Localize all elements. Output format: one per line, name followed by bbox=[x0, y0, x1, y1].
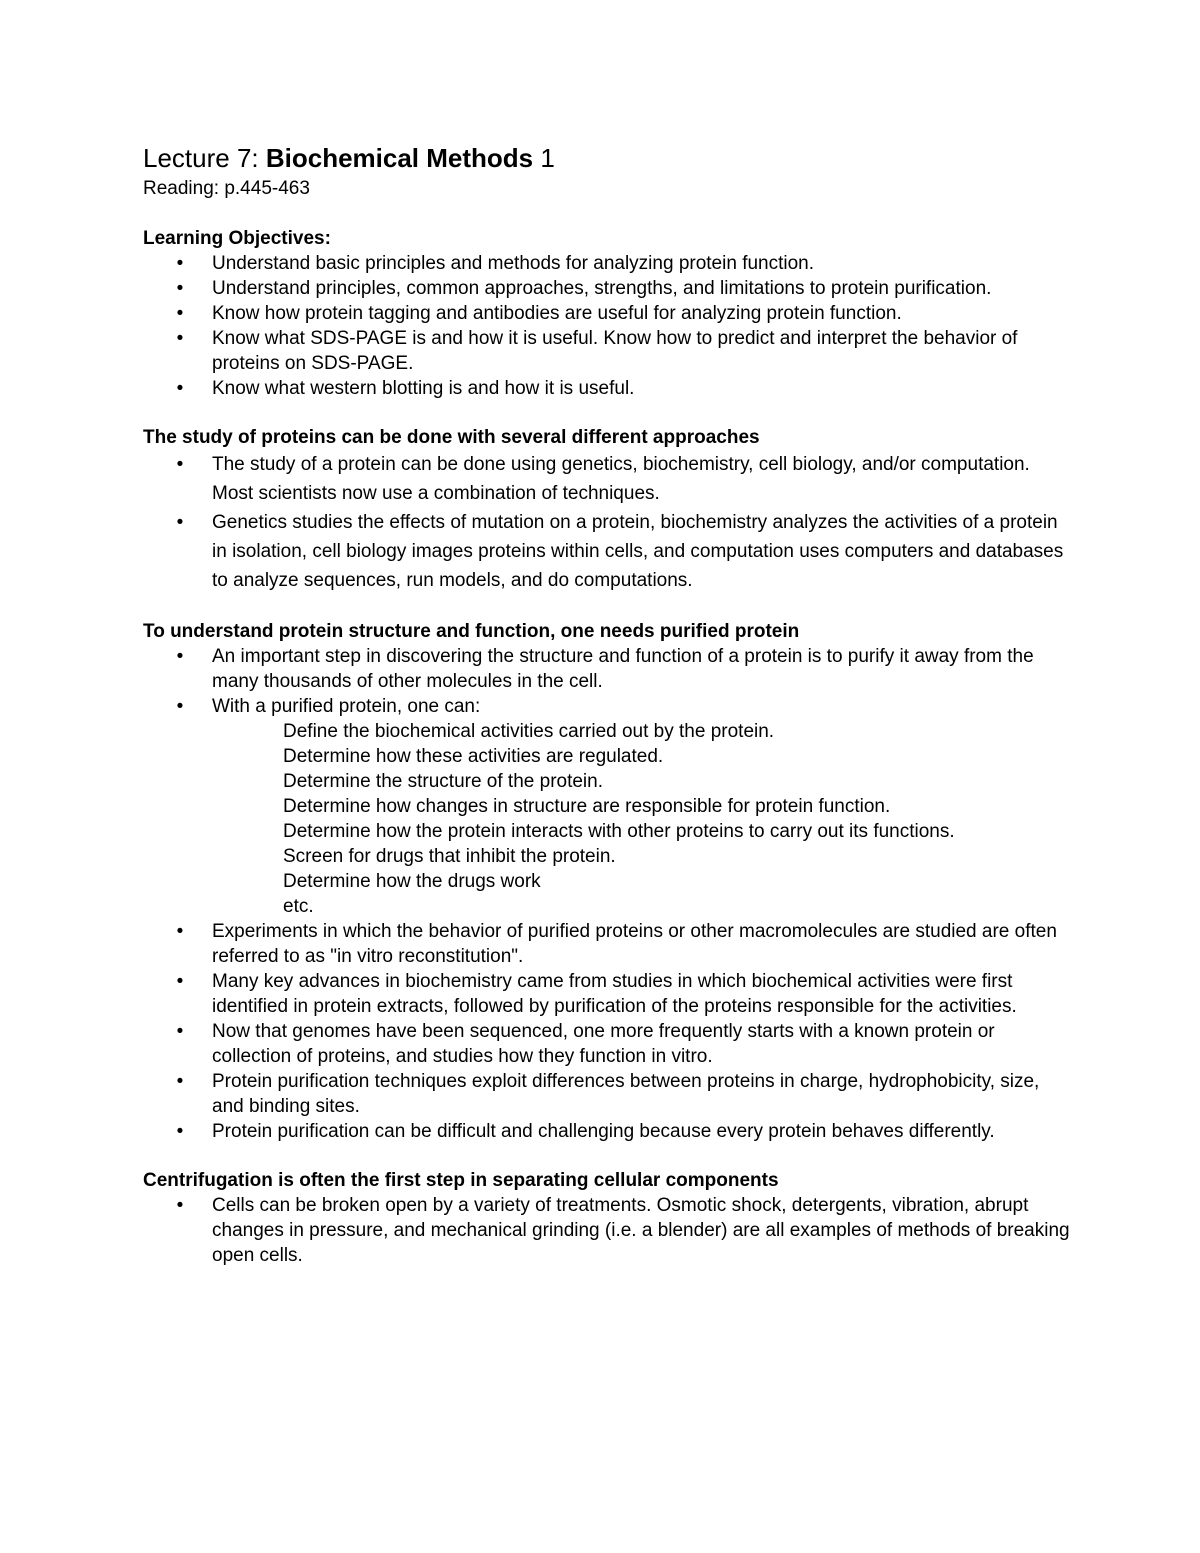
reading-reference: Reading: p.445-463 bbox=[143, 178, 310, 199]
list-item bbox=[143, 508, 1073, 595]
section-heading: Centrifugation is often the first step in separating cellular components bbox=[143, 1170, 779, 1191]
bullet-list bbox=[143, 450, 1073, 595]
title-prefix: Lecture 7: bbox=[143, 143, 266, 173]
section-heading: The study of proteins can be done with several different approaches bbox=[143, 427, 760, 448]
list-item bbox=[143, 1193, 1073, 1268]
list-item-text: Genetics studies the effects of mutation on a protein, biochemistry analyzes the activities of a protein in isolation, cell biology images proteins within cells, and computation uses computers and databases to analyze sequences, run models, and do computations. bbox=[212, 512, 1064, 591]
list-item bbox=[143, 450, 1073, 508]
bullet-icon: • bbox=[176, 971, 184, 992]
list-item-text: Know what western blotting is and how it is useful. bbox=[212, 378, 635, 399]
list-item-text: Cells can be broken open by a variety of treatments. Osmotic shock, detergents, vibration, abrupt changes in pressure, and mechanical grinding (i.e. a blender) are all examples of methods of breaking open cells. bbox=[212, 1195, 1070, 1266]
bullet-icon: • bbox=[176, 921, 184, 942]
sub-list-item: Determine how these activities are regulated. bbox=[283, 746, 664, 767]
bullet-icon: • bbox=[176, 1071, 184, 1092]
list-item-text: Many key advances in biochemistry came from studies in which biochemical activities were first identified in protein extracts, followed by purification of the proteins responsible for the activities. bbox=[212, 971, 1017, 1017]
bullet-icon: • bbox=[176, 1021, 184, 1042]
section-centrifugation bbox=[143, 1168, 1073, 1268]
section-heading: Learning Objectives: bbox=[143, 228, 331, 249]
sub-list-item: etc. bbox=[283, 896, 314, 917]
title-bold: Biochemical Methods bbox=[265, 143, 534, 173]
list-item bbox=[143, 1069, 1073, 1119]
list-item-text: Protein purification techniques exploit differences between proteins in charge, hydrophobicity, size, and binding sites. bbox=[212, 1071, 1040, 1117]
bullet-list bbox=[143, 251, 1073, 401]
bullet-icon: • bbox=[176, 303, 184, 324]
list-item bbox=[143, 969, 1073, 1019]
section-purified-protein bbox=[143, 619, 1073, 1144]
bullet-icon: • bbox=[176, 1121, 184, 1142]
list-item-text: Know what SDS-PAGE is and how it is useful. Know how to predict and interpret the behavior of proteins on SDS-PAGE. bbox=[212, 328, 1018, 374]
list-item bbox=[143, 326, 1073, 376]
list-item bbox=[143, 251, 1073, 276]
list-item bbox=[143, 644, 1073, 694]
list-item bbox=[143, 276, 1073, 301]
list-item bbox=[143, 694, 1073, 919]
bullet-icon: • bbox=[176, 646, 184, 667]
list-item bbox=[143, 376, 1073, 401]
list-item-text: The study of a protein can be done using genetics, biochemistry, cell biology, and/or computation. Most scientists now use a combination of techniques. bbox=[212, 454, 1030, 504]
bullet-icon: • bbox=[176, 328, 184, 349]
sub-list-item: Determine how changes in structure are responsible for protein function. bbox=[283, 796, 891, 817]
list-item bbox=[143, 919, 1073, 969]
page-title bbox=[143, 140, 1073, 176]
sub-list-item: Determine the structure of the protein. bbox=[283, 771, 603, 792]
document-page bbox=[143, 140, 1073, 1292]
section-heading: To understand protein structure and function, one needs purified protein bbox=[143, 621, 800, 642]
bullet-icon: • bbox=[176, 696, 184, 717]
title-suffix: 1 bbox=[533, 143, 555, 173]
list-item-text: Protein purification can be difficult and challenging because every protein behaves differently. bbox=[212, 1121, 995, 1142]
sub-list-item: Determine how the drugs work bbox=[283, 871, 541, 892]
list-item bbox=[143, 1119, 1073, 1144]
list-item-text: Understand principles, common approaches, strengths, and limitations to protein purification. bbox=[212, 278, 992, 299]
sub-list-item: Determine how the protein interacts with other proteins to carry out its functions. bbox=[283, 821, 955, 842]
list-item-text: Understand basic principles and methods for analyzing protein function. bbox=[212, 253, 815, 274]
list-item bbox=[143, 301, 1073, 326]
bullet-icon: • bbox=[176, 454, 184, 475]
section-learning-objectives bbox=[143, 226, 1073, 401]
bullet-icon: • bbox=[176, 278, 184, 299]
list-item-text: Experiments in which the behavior of purified proteins or other macromolecules are studied are often referred to as "in vitro reconstitution". bbox=[212, 921, 1057, 967]
bullet-list bbox=[143, 1193, 1073, 1268]
sub-list bbox=[212, 719, 1073, 919]
bullet-icon: • bbox=[176, 1195, 184, 1216]
sub-list-item: Screen for drugs that inhibit the protein. bbox=[283, 846, 616, 867]
list-item-text: With a purified protein, one can: bbox=[212, 696, 481, 717]
list-item-text: An important step in discovering the structure and function of a protein is to purify it away from the many thousands of other molecules in the cell. bbox=[212, 646, 1034, 692]
list-item-text: Know how protein tagging and antibodies are useful for analyzing protein function. bbox=[212, 303, 902, 324]
list-item-text: Now that genomes have been sequenced, one more frequently starts with a known protein or collection of proteins, and studies how they function in vitro. bbox=[212, 1021, 995, 1067]
bullet-list bbox=[143, 644, 1073, 1144]
bullet-icon: • bbox=[176, 512, 184, 533]
list-item bbox=[143, 1019, 1073, 1069]
sub-list-item: Define the biochemical activities carried out by the protein. bbox=[283, 721, 775, 742]
bullet-icon: • bbox=[176, 378, 184, 399]
bullet-icon: • bbox=[176, 253, 184, 274]
section-approaches bbox=[143, 425, 1073, 595]
